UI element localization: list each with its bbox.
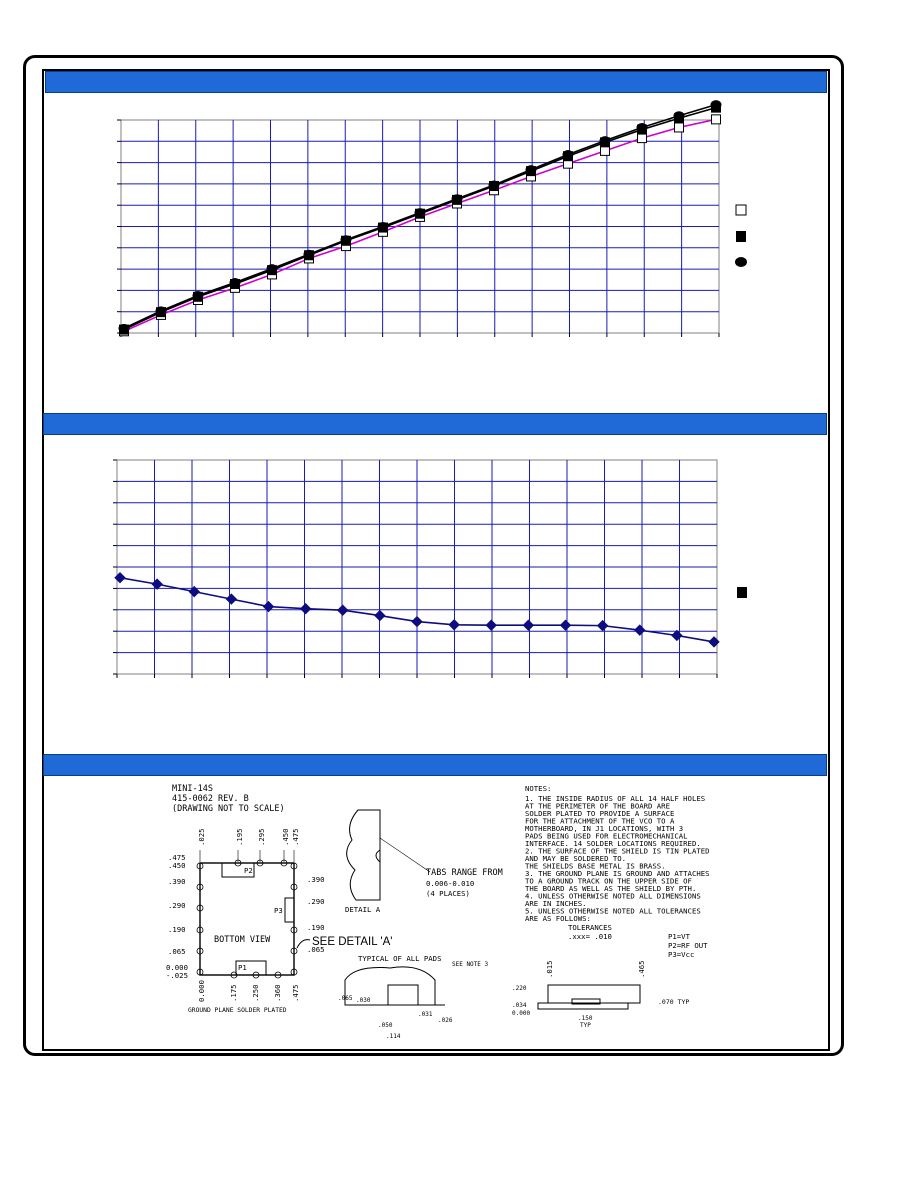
left-dim-6: .065 (168, 947, 186, 956)
pad-dim-4: .050 (378, 1022, 393, 1029)
note-line: PADS BEING USED FOR ELECTROMECHANICAL (525, 831, 688, 841)
left-dim-8: -.025 (166, 971, 188, 980)
tabs-range-1: TABS RANGE FROM (426, 868, 503, 878)
left-dim-4: .290 (168, 901, 186, 910)
see-detail-label: SEE DETAIL 'A' (312, 936, 393, 948)
pad-dim-5: .026 (438, 1017, 453, 1024)
notes-list (525, 794, 710, 923)
side-dim-3: .220 (512, 985, 527, 992)
drawing-title-1: MINI-14S (172, 784, 213, 794)
half-holes (197, 860, 297, 978)
bottom-dim-5: .475 (291, 984, 300, 1002)
bottom-dim-3: .250 (251, 984, 260, 1002)
pad-p3-label: P3 (274, 906, 283, 915)
right-dim-1: .390 (307, 875, 325, 884)
note-line: THE BOARD AS WELL AS THE SHIELD BY PTH. (525, 884, 697, 893)
note-line: SOLDER PLATED TO PROVIDE A SURFACE (525, 809, 675, 818)
top-dim-5: .475 (291, 828, 300, 846)
note-line: AT THE PERIMETER OF THE BOARD ARE (525, 801, 670, 811)
left-dim-2: .450 (168, 861, 186, 870)
tabs-range-2: 0.006-0.010 (426, 879, 475, 888)
typical-pads-label: TYPICAL OF ALL PADS (358, 954, 442, 963)
notes-header: NOTES: (525, 784, 552, 793)
note-line: INTERFACE. 14 SOLDER LOCATIONS REQUIRED. (525, 839, 701, 848)
side-dim-5: 0.000 (512, 1010, 531, 1017)
pin-label-1: P1=VT (668, 932, 690, 941)
note-line: 1. THE INSIDE RADIUS OF ALL 14 HALF HOLES (525, 794, 706, 803)
detail-a-label: DETAIL A (345, 905, 381, 914)
top-dim-4: .450 (281, 828, 290, 846)
board-outline (200, 863, 294, 975)
bottom-dim-1: 0.000 (197, 980, 206, 1002)
side-dim-4: .034 (512, 1002, 527, 1009)
pad-p1-label: P1 (238, 963, 247, 972)
drawing-title-2: 415-0062 REV. B (172, 794, 249, 804)
see-note-3-label: SEE NOTE 3 (452, 961, 489, 968)
right-dim-2: .290 (307, 897, 325, 906)
pad-p3 (285, 898, 294, 922)
pad-dim-1: .065 (338, 995, 353, 1002)
note-line: MOTHERBOARD, IN J1 LOCATIONS, WITH 3 (525, 824, 684, 833)
note-line: 2. THE SURFACE OF THE SHIELD IS TIN PLATED (525, 846, 710, 856)
mechanical-drawing (160, 780, 740, 1050)
note-line: 5. UNLESS OTHERWISE NOTED ALL TOLERANCES (525, 906, 701, 916)
bottom-dim-4: .360 (273, 984, 282, 1002)
tolerance-value: .xxx= .010 (568, 932, 612, 941)
top-dim-1: .025 (197, 828, 206, 846)
note-line: FOR THE ATTACHMENT OF THE VCO TO A (525, 816, 675, 826)
drawing-title-3: (DRAWING NOT TO SCALE) (172, 804, 285, 814)
note-line: ARE AS FOLLOWS: (525, 914, 591, 923)
side-dim-2: .465 (637, 960, 646, 978)
side-view-shield (548, 985, 640, 1003)
bottom-view-label: BOTTOM VIEW (214, 935, 271, 945)
bottom-dim-2: .175 (229, 984, 238, 1002)
side-dim-1: .015 (545, 960, 554, 978)
right-dim-3: .190 (307, 923, 325, 932)
pin-label-2: P2=RF OUT (668, 941, 708, 950)
tolerances-label: TOLERANCES (568, 923, 612, 932)
note-line: ARE IN INCHES. (525, 899, 587, 908)
note-line: 3. THE GROUND PLANE IS GROUND AND ATTACHES (525, 869, 710, 878)
pad-dim-2: .030 (356, 997, 371, 1004)
pad-p2-label: P2 (244, 866, 253, 875)
pad-dim-3: .031 (418, 1011, 433, 1018)
left-dim-7: 0.000 (166, 963, 188, 972)
top-dim-3: .295 (257, 828, 266, 846)
note-line: THE SHIELDS BASE METAL IS BRASS. (525, 861, 666, 871)
left-dim-1: .475 (168, 853, 186, 862)
side-dim-7: .150 (578, 1015, 593, 1022)
note-line: 4. UNLESS OTHERWISE NOTED ALL DIMENSIONS (525, 891, 701, 901)
top-dim-2: .195 (235, 828, 244, 846)
pin-label-3: P3=Vcc (668, 950, 695, 959)
side-dim-8: TYP (580, 1022, 591, 1029)
pad-dim-6: .114 (386, 1033, 401, 1040)
ground-plane-label: GROUND PLANE SOLDER PLATED (188, 1007, 287, 1014)
note-line: TO A GROUND TRACK ON THE UPPER SIDE OF (525, 876, 692, 886)
note-line: AND MAY BE SOLDERED TO. (525, 854, 627, 863)
left-dim-5: .190 (168, 925, 186, 934)
tabs-range-3: (4 PLACES) (426, 889, 470, 898)
right-dim-4: .065 (307, 945, 325, 954)
section-bar-3 (43, 754, 827, 776)
left-dim-3: .390 (168, 877, 186, 886)
side-dim-6: .070 TYP (658, 998, 690, 1006)
legend-marker (737, 587, 747, 598)
